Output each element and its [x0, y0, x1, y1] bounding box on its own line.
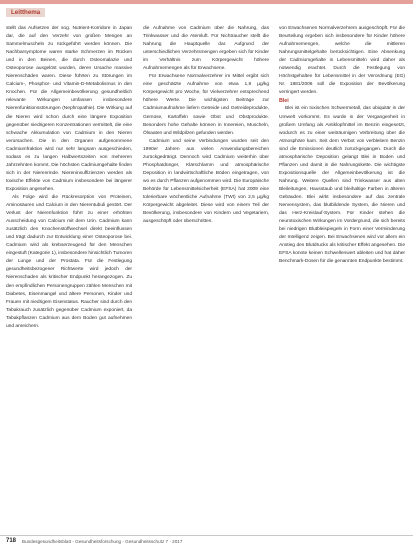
page-footer — [0, 535, 413, 550]
text-column-3 — [279, 25, 405, 521]
text-column-1 — [6, 25, 132, 521]
paragraph: Als Folge wird die Rückresorption von Proteinen, Aminosäuren und Calcium in den Nierentubuli gestört. Der Verlust der Nierenfunktion führt zu einer erhöhten Ausscheidung von Calcium mit dem Urin. Cadmium kann zusätzlich den Knochenstoffwechsel direkt beeinflussen und trägt dadurch zur Entwicklung einer Osteoporose bei. Cadmium wird als krebserzeugend für den Menschen eingestuft (Kategorie 1), insbesondere hinsichtlich Tumoren der Lunge und der Prostata. Für die Festlegung gesundheitsbezogener Richtwerte wird jedoch der Nierenschaden als kritischer Endpunkt herangezogen. Zu den empfindlichen Personengruppen zählen Menschen mit Diabetes, Eisenmangel und ältere Personen, Kinder und Frauen mit niedrigem Eisenstatus. Raucher sind durch den Tabakrauch zusätzlich gegenüber Cadmium exponiert, da Tabakpflanzen Cadmium aus dem Boden gut aufnehmen und anreichern. — [6, 194, 132, 329]
text-column-2 — [143, 25, 269, 521]
page-number: 718 — [6, 538, 17, 544]
header-bar — [0, 0, 413, 18]
paragraph: Cadmium und seine Verbindungen wurden seit den 1990er Jahren aus vielen Anwendungsbereichen zurückgedrängt. Dennoch wird Cadmium weiterhin über Phosphatdünger, Klärschlamm und atmosphärische Deposition in landwirtschaftliche Böden eingetragen, von wo es durch Pflanzen aufgenommen wird. Die Europäische Behörde für Lebensmittelsicherheit (EFSA) hat 2009 eine tolerierbare wöchentliche Aufnahme (TWI) von 2,5 µg/kg Körpergewicht abgeleitet. Diese wird von einem Teil der Bevölkerung, insbesondere von Kindern und Vegetariern, ausgeschöpft oder überschritten. — [143, 138, 269, 225]
journal-citation: Bundesgesundheitsblatt - Gesundheitsforschung - Gesundheitsschutz 7 · 2017 — [22, 539, 183, 544]
paragraph: die Aufnahme von Cadmium über die Nahrung, das Trinkwasser und die Atemluft. Für Nichtraucher stellt die Nahrung die Hauptquelle dar. Aufgrund der unterschiedlichen Verzehrsmengen ergeben sich für Kinder im Verhältnis zum Körpergewicht höhere Aufnahmemengen als für Erwachsene. — [143, 26, 269, 72]
paragraph: von Erwachsenen Normalverzehrern ausgeschöpft. Für die Beurteilung ergeben sich insbesondere für Kinder höhere Aufnahmemengen, welche die mittleren Nahrungsmittelgehalte berücksichtigen. Eine Absenkung der Cadmiumgehalte in Lebensmitteln wird daher als notwendig erachtet. Durch die Festlegung von Höchstgehalten für Lebensmittel in der Verordnung (EG) Nr. 1881/2006 soll die Exposition der Bevölkerung verringert werden. — [279, 26, 405, 96]
section-heading: Blei — [279, 98, 289, 105]
paragraph: Für Erwachsene Normalverzehrer im Mittel ergibt sich eine geschätzte Aufnahme von etwa 1,9 µg/kg Körpergewicht pro Woche, für Vielverzehrer entsprechend höhere Werte. Die wichtigsten Beiträge zur Cadmiumaufnahme liefern Getreide und Getreideprodukte, Gemüse, Kartoffeln sowie Obst und Obstprodukte. Besonders hohe Gehalte können in Innereien, Muscheln, Ölsaaten und Wildpilzen gefunden werden. — [143, 74, 269, 136]
paragraph: stellt das Aufsetzen der sog. Nutrient-Korridore in Japan dar, die auf den Verzehr von großen Mengen an Sammelmuscheln zu rückgeführt werden können. Die Nachbarsymptome waren starke Schmerzen im Rücken und in den Beinen, die durch Osteomalazie und Osteoporose ausgelöst wurden, deren Ursache massive Nierenschäden waren. Diese führten zu Störungen im Calcium-, Phosphor- und Vitamin-D-Metabolismus in den Knochen. Für die Allgemeinbevölkerung gesundheitlich relevante Wirkungen umfassen insbesondere Nierenfunktionsstörungen (Nephropathie). Die Wirkung auf die Nieren wird schon durch eine längere Exposition gegenüber niedrigeren Konzentrationen vermittelt, die eine schwache Akkumulation von Cadmium in den Nieren verursachen. Die in den Organen aufgenommene Cadmiumfraktion wird nur sehr langsam ausgeschieden, sodass es zu langen Halbwertszeiten von mehreren Jahrzehnten kommt. Die höchsten Cadmiumgehalte finden sich in der Nierenrinde. Niereninsuffizienzen werden als toxische Effekte von Cadmium insbesondere bei längerer Exposition angesehen. — [6, 26, 132, 192]
paragraph: Blei ist ein toxisches Schwermetall, das ubiquitär in der Umwelt vorkommt. Es wurde in der Vergangenheit in großem Umfang als Antiklopfmittel im Benzin eingesetzt, wodurch es zu einer weiträumigen Verbreitung über die Atmosphäre kam. Seit dem Verbot von verbleitem Benzin sind die Emissionen deutlich zurückgegangen. Durch die atmosphärische Deposition gelangt Blei in Boden und Pflanzen und damit in die Nahrungskette. Die wichtigste Expositionsquelle der Allgemeinbevölkerung ist die Nahrung. Weitere Quellen sind Trinkwasser aus alten Bleileitungen, Hausstaub und bleihaltige Farben in älteren Gebäuden. Blei wirkt insbesondere auf das zentrale Nervensystem, das blutbildende System, die Nieren und das Herz-Kreislauf-System. Für Kinder stehen die neurotoxischen Wirkungen im Vordergrund, die sich bereits bei niedrigen Blutbleispiegeln in Form einer Verminderung der Intelligenz zeigen. Bei Erwachsenen wird vor allem ein Anstieg des Blutdrucks als kritischer Effekt angesehen. Die EFSA konnte keinen Schwellenwert ableiten und hat daher Benchmark-Dosen für die genannten Endpunkte bestimmt. — [279, 106, 405, 265]
section-label: Leitthema — [6, 8, 45, 17]
